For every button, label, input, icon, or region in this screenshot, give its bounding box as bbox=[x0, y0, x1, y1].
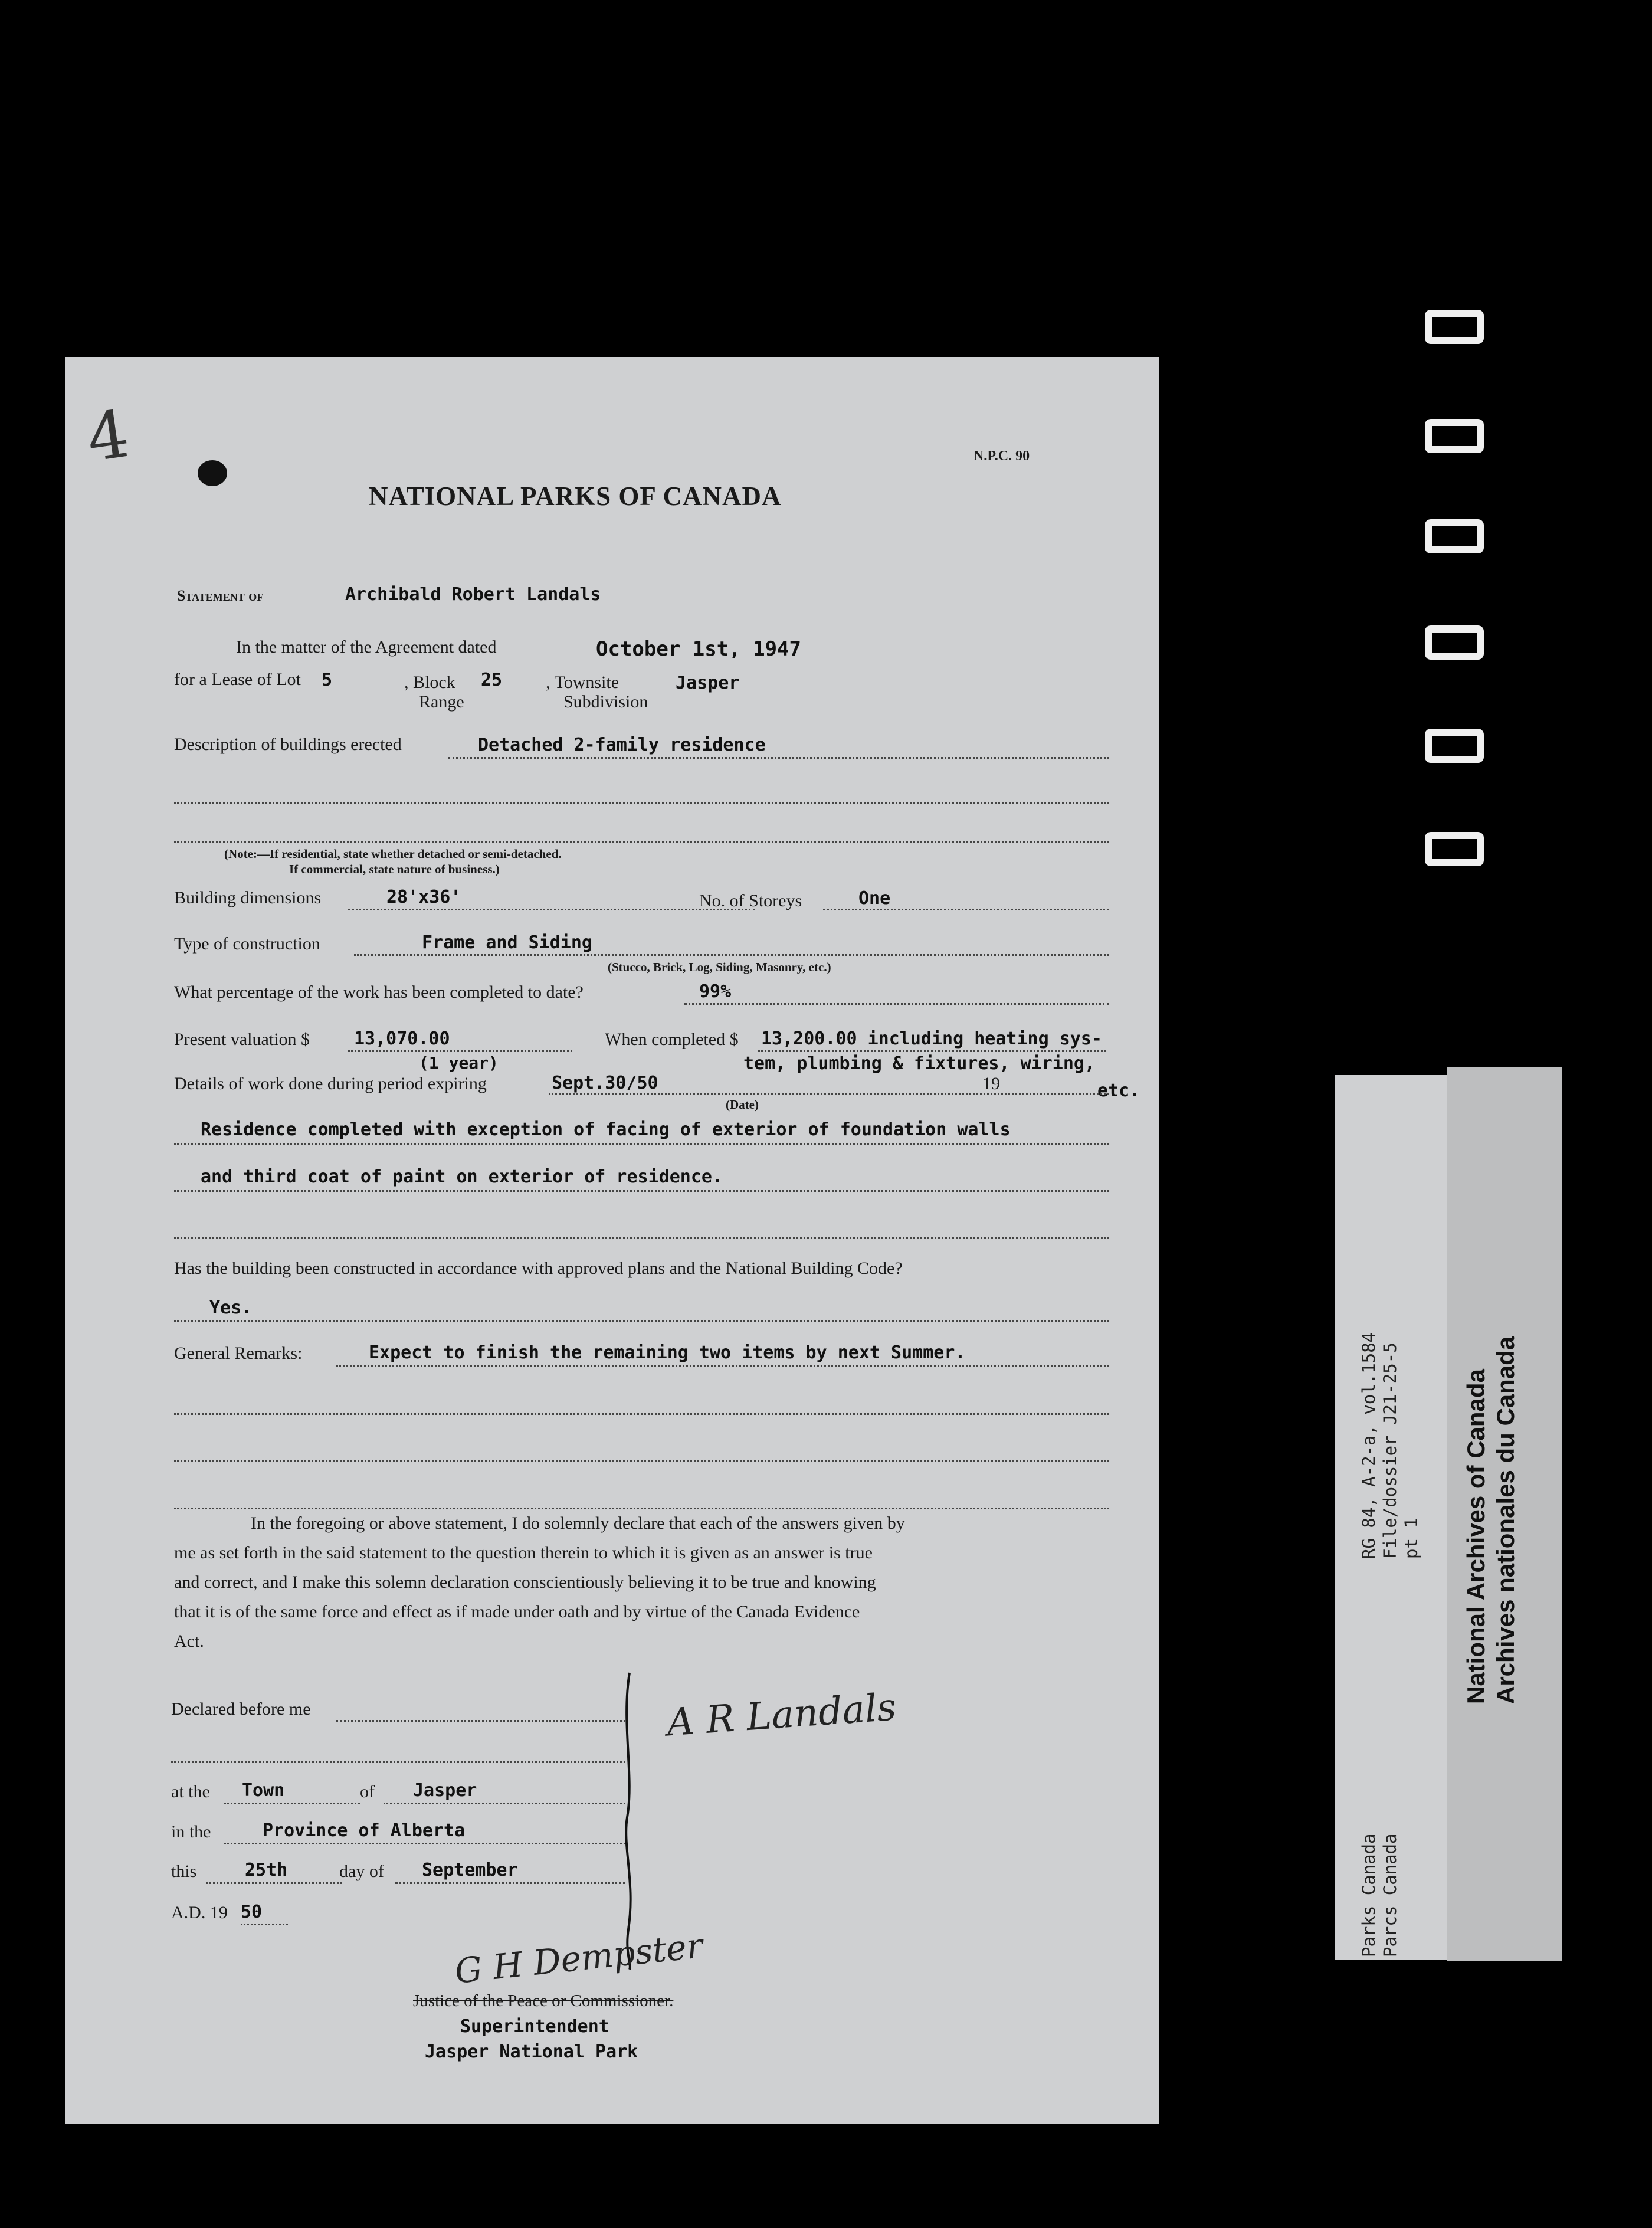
parks-fr: Parcs Canada bbox=[1380, 1833, 1400, 1957]
form-sheet bbox=[65, 357, 1159, 2124]
punch-hole bbox=[198, 460, 227, 486]
dimensions-line bbox=[348, 909, 755, 910]
of-value: Jasper bbox=[413, 1780, 477, 1801]
at-the-value: Town bbox=[242, 1780, 285, 1801]
declared-label: Declared before me bbox=[171, 1699, 311, 1719]
description-label: Description of buildings erected bbox=[174, 735, 402, 754]
day-value: 25th bbox=[245, 1860, 288, 1880]
lease-label: for a Lease of Lot bbox=[174, 670, 301, 689]
year-prefix: 19 bbox=[982, 1074, 1000, 1093]
details-label: Details of work done during period expiring bbox=[174, 1074, 487, 1093]
archives-label-slip bbox=[1447, 1067, 1562, 1961]
date-hint: (Date) bbox=[726, 1097, 759, 1112]
construction-value: Frame and Siding bbox=[422, 932, 592, 953]
remarks-line-1 bbox=[336, 1365, 1109, 1367]
note-line-1: (Note:—If residential, state whether detached or semi-detached. bbox=[224, 847, 562, 861]
declaration-line-1: In the foregoing or above statement, I do solemnly declare that each of the answers given by bbox=[251, 1513, 905, 1533]
at-the-line bbox=[224, 1803, 360, 1804]
when-completed-value: 13,200.00 including heating sys- bbox=[761, 1028, 1102, 1049]
code-answer: Yes. bbox=[209, 1298, 253, 1318]
townsite-value: Jasper bbox=[676, 673, 740, 693]
parks-canada-label bbox=[1358, 1833, 1401, 1957]
dimensions-label: Building dimensions bbox=[174, 888, 322, 907]
archives-label bbox=[1461, 1336, 1520, 1704]
description-line bbox=[448, 757, 1109, 759]
day-of-label: day of bbox=[339, 1862, 384, 1881]
in-the-label: in the bbox=[171, 1822, 211, 1842]
period-date: Sept.30/50 bbox=[552, 1073, 658, 1093]
declared-line-2 bbox=[171, 1761, 625, 1763]
archive-reference-slip bbox=[1335, 1075, 1447, 1960]
form-title: NATIONAL PARKS OF CANADA bbox=[369, 481, 782, 511]
note-line-2: If commercial, state nature of business.) bbox=[289, 862, 500, 876]
percentage-line bbox=[684, 1003, 1109, 1005]
form-code: N.P.C. 90 bbox=[974, 448, 1030, 464]
archive-ref-line-1: RG 84, A-2-a, vol.1584 bbox=[1359, 1332, 1379, 1559]
when-completed-cont-1: tem, plumbing & fixtures, wiring, bbox=[743, 1053, 1096, 1074]
frame-digit-5 bbox=[1425, 729, 1484, 763]
superintendent-title: Superintendent bbox=[460, 2016, 609, 2037]
when-completed-label: When completed $ bbox=[605, 1030, 739, 1049]
month-line bbox=[395, 1882, 625, 1884]
code-answer-line bbox=[174, 1320, 1109, 1322]
archive-ref-line-2: File/dossier J21-25-5 bbox=[1380, 1342, 1400, 1559]
when-completed-line bbox=[758, 1050, 1106, 1052]
declaration-line-3: and correct, and I make this solemn declaration conscientiously believing it to be true and knowing bbox=[174, 1572, 876, 1592]
remarks-value: Expect to finish the remaining two items by next Summer. bbox=[369, 1342, 966, 1363]
declaration-line-5: Act. bbox=[174, 1631, 204, 1651]
statement-name: Archibald Robert Landals bbox=[345, 584, 601, 605]
justice-label: Justice of the Peace or Commissioner. bbox=[413, 1991, 674, 2010]
archive-ref-line-3: pt 1 bbox=[1401, 1518, 1421, 1559]
ad-label: A.D. 19 bbox=[171, 1903, 228, 1922]
code-question: Has the building been constructed in accordance with approved plans and the National Building Code? bbox=[174, 1259, 903, 1278]
description-line-2 bbox=[174, 802, 1109, 804]
valuation-label: Present valuation $ bbox=[174, 1030, 310, 1049]
storeys-value: One bbox=[858, 888, 891, 909]
remarks-label: General Remarks: bbox=[174, 1344, 303, 1363]
declarant-signature: A R Landals bbox=[665, 1685, 898, 1745]
ad-year-line bbox=[241, 1924, 288, 1925]
valuation-line bbox=[348, 1050, 572, 1052]
block-label: , Block bbox=[404, 673, 455, 692]
month-value: September bbox=[422, 1860, 518, 1880]
details-text-1: Residence completed with exception of facing of exterior of foundation walls bbox=[201, 1119, 1011, 1140]
dimensions-value: 28'x36' bbox=[386, 887, 461, 907]
description-value: Detached 2-family residence bbox=[478, 735, 766, 755]
signature-bracket bbox=[617, 1670, 640, 1971]
description-line-3 bbox=[174, 841, 1109, 843]
range-label: Range bbox=[419, 692, 464, 712]
archives-en: National Archives of Canada bbox=[1462, 1369, 1490, 1704]
percentage-value: 99% bbox=[699, 981, 732, 1002]
archive-reference bbox=[1358, 1332, 1422, 1559]
agreement-label: In the matter of the Agreement dated bbox=[236, 637, 497, 657]
remarks-line-2 bbox=[174, 1413, 1109, 1415]
block-value: 25 bbox=[481, 670, 503, 690]
at-the-label: at the bbox=[171, 1782, 210, 1801]
agreement-date: October 1st, 1947 bbox=[596, 637, 801, 661]
storeys-line bbox=[823, 909, 1109, 910]
details-text-2: and third coat of paint on exterior of residence. bbox=[201, 1167, 723, 1187]
details-line-3 bbox=[174, 1237, 1109, 1239]
of-line bbox=[384, 1803, 625, 1804]
park-name: Jasper National Park bbox=[425, 2042, 638, 2062]
construction-line bbox=[354, 954, 1109, 956]
details-line-1 bbox=[174, 1143, 1109, 1145]
construction-label: Type of construction bbox=[174, 934, 320, 954]
declaration-line-4: that it is of the same force and effect as if made under oath and by virtue of the Canada Evidence bbox=[174, 1602, 860, 1621]
storeys-label: No. of Storeys bbox=[699, 891, 802, 910]
declaration-line-2: me as set forth in the said statement to the question therein to which it is given as an answer is true bbox=[174, 1543, 873, 1562]
percentage-label: What percentage of the work has been completed to date? bbox=[174, 982, 584, 1002]
subdivision-label: Subdivision bbox=[563, 692, 648, 712]
day-line bbox=[206, 1882, 342, 1884]
declared-line-1 bbox=[336, 1720, 625, 1722]
remarks-line-4 bbox=[174, 1508, 1109, 1509]
statement-label: Statement of bbox=[177, 587, 264, 604]
parks-en: Parks Canada bbox=[1359, 1833, 1379, 1957]
when-completed-cont-2: etc. bbox=[1097, 1080, 1140, 1101]
construction-hint: (Stucco, Brick, Log, Siding, Masonry, etc.) bbox=[608, 960, 831, 974]
remarks-line-3 bbox=[174, 1460, 1109, 1462]
in-the-value: Province of Alberta bbox=[263, 1820, 466, 1841]
frame-digit-1 bbox=[1425, 310, 1484, 344]
frame-digit-6 bbox=[1425, 832, 1484, 866]
townsite-label: , Townsite bbox=[546, 673, 620, 692]
archives-fr: Archives nationales du Canada bbox=[1492, 1336, 1519, 1704]
details-date-line bbox=[549, 1093, 1109, 1095]
valuation-value: 13,070.00 bbox=[354, 1028, 450, 1049]
frame-digit-3 bbox=[1425, 519, 1484, 553]
corner-mark: 4 bbox=[82, 395, 134, 477]
frame-digit-2 bbox=[1425, 419, 1484, 453]
in-the-line bbox=[224, 1843, 625, 1844]
details-line-2 bbox=[174, 1190, 1109, 1192]
lot-value: 5 bbox=[322, 670, 333, 690]
of-label: of bbox=[360, 1782, 375, 1801]
ad-year: 50 bbox=[241, 1902, 263, 1922]
this-label: this bbox=[171, 1862, 197, 1881]
period-note: (1 year) bbox=[419, 1053, 499, 1073]
frame-digit-4 bbox=[1425, 625, 1484, 660]
official-signature: G H Dempster bbox=[453, 1925, 705, 1991]
